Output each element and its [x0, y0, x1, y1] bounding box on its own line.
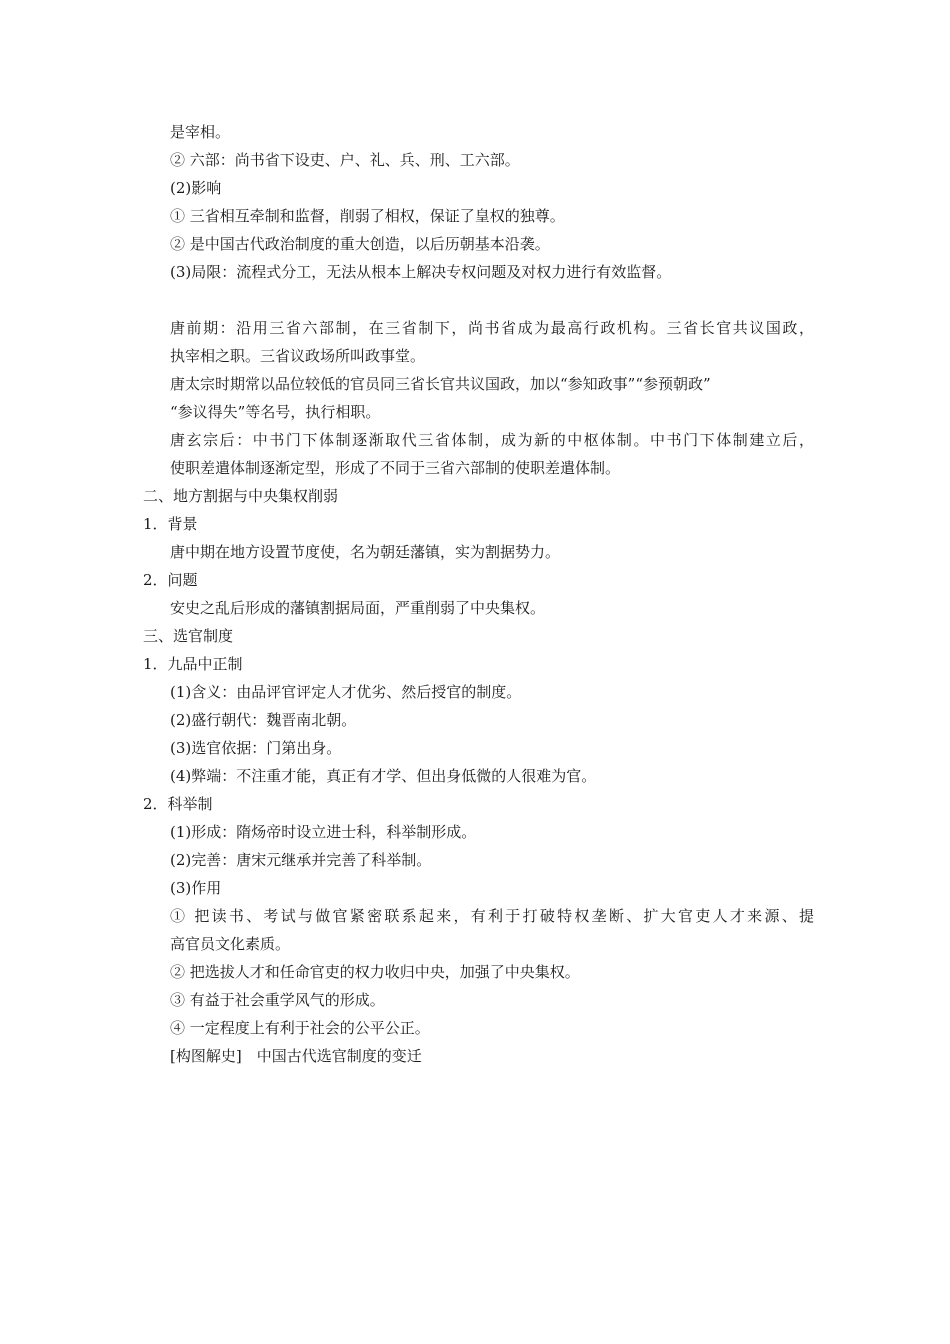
text-line: 执宰相之职。三省议政场所叫政事堂。 — [170, 347, 426, 365]
text-line: (2)盛行朝代：魏晋南北朝。 — [170, 711, 357, 729]
text-line: (4)弊端：不注重才能，真正有才学、但出身低微的人很难为官。 — [170, 767, 597, 785]
text-line: 是宰相。 — [170, 123, 231, 141]
text-line: 唐前期：沿用三省六部制，在三省制下，尚书省成为最高行政机构。三省长官共议国政， — [170, 319, 814, 337]
text-line: (3)作用 — [170, 879, 222, 897]
section-heading: 三、选官制度 — [143, 627, 234, 645]
text-line: ① 三省相互牵制和监督，削弱了相权，保证了皇权的独尊。 — [170, 207, 565, 225]
subsection-heading: 1．九品中正制 — [143, 655, 243, 673]
text-line: (3)局限：流程式分工，无法从根本上解决专权问题及对权力进行有效监督。 — [170, 263, 672, 281]
text-line: 唐玄宗后：中书门下体制逐渐取代三省体制，成为新的中枢体制。中书门下体制建立后， — [170, 431, 814, 449]
text-line: (1)含义：由品评官评定人才优劣、然后授官的制度。 — [170, 683, 522, 701]
text-line: ③ 有益于社会重学风气的形成。 — [170, 991, 385, 1009]
text-line: (3)选官依据：门第出身。 — [170, 739, 342, 757]
subsection-heading: 2．科举制 — [143, 795, 213, 813]
text-line: (2)完善：唐宋元继承并完善了科举制。 — [170, 851, 432, 869]
text-line: 使职差遣体制逐渐定型，形成了不同于三省六部制的使职差遣体制。 — [170, 459, 621, 477]
section-heading: 二、地方割据与中央集权削弱 — [143, 487, 339, 505]
text-line: 安史之乱后形成的藩镇割据局面，严重削弱了中央集权。 — [170, 599, 546, 617]
text-line: ① 把读书、考试与做官紧密联系起来，有利于打破特权垄断、扩大官吏人才来源、提 — [170, 907, 814, 925]
text-line: ② 六部：尚书省下设吏、户、礼、兵、刑、工六部。 — [170, 151, 520, 169]
text-line: 唐太宗时期常以品位较低的官员同三省长官共议国政，加以“参知政事”“参预朝政” — [170, 375, 711, 393]
subsection-heading: 2．问题 — [143, 571, 198, 589]
text-line: (1)形成：隋炀帝时设立进士科，科举制形成。 — [170, 823, 477, 841]
text-line: ② 把选拔人才和任命官吏的权力收归中央，加强了中央集权。 — [170, 963, 580, 981]
text-line: ② 是中国古代政治制度的重大创造，以后历朝基本沿袭。 — [170, 235, 550, 253]
figure-caption: [构图解史] 中国古代选官制度的变迁 — [170, 1047, 422, 1065]
subsection-heading: 1．背景 — [143, 515, 198, 533]
text-line: 高官员文化素质。 — [170, 935, 291, 953]
text-line: (2)影响 — [170, 179, 222, 197]
text-line: ④ 一定程度上有利于社会的公平公正。 — [170, 1019, 430, 1037]
text-line: 唐中期在地方设置节度使，名为朝廷藩镇，实为割据势力。 — [170, 543, 561, 561]
text-line: “参议得失”等名号，执行相职。 — [170, 403, 381, 421]
